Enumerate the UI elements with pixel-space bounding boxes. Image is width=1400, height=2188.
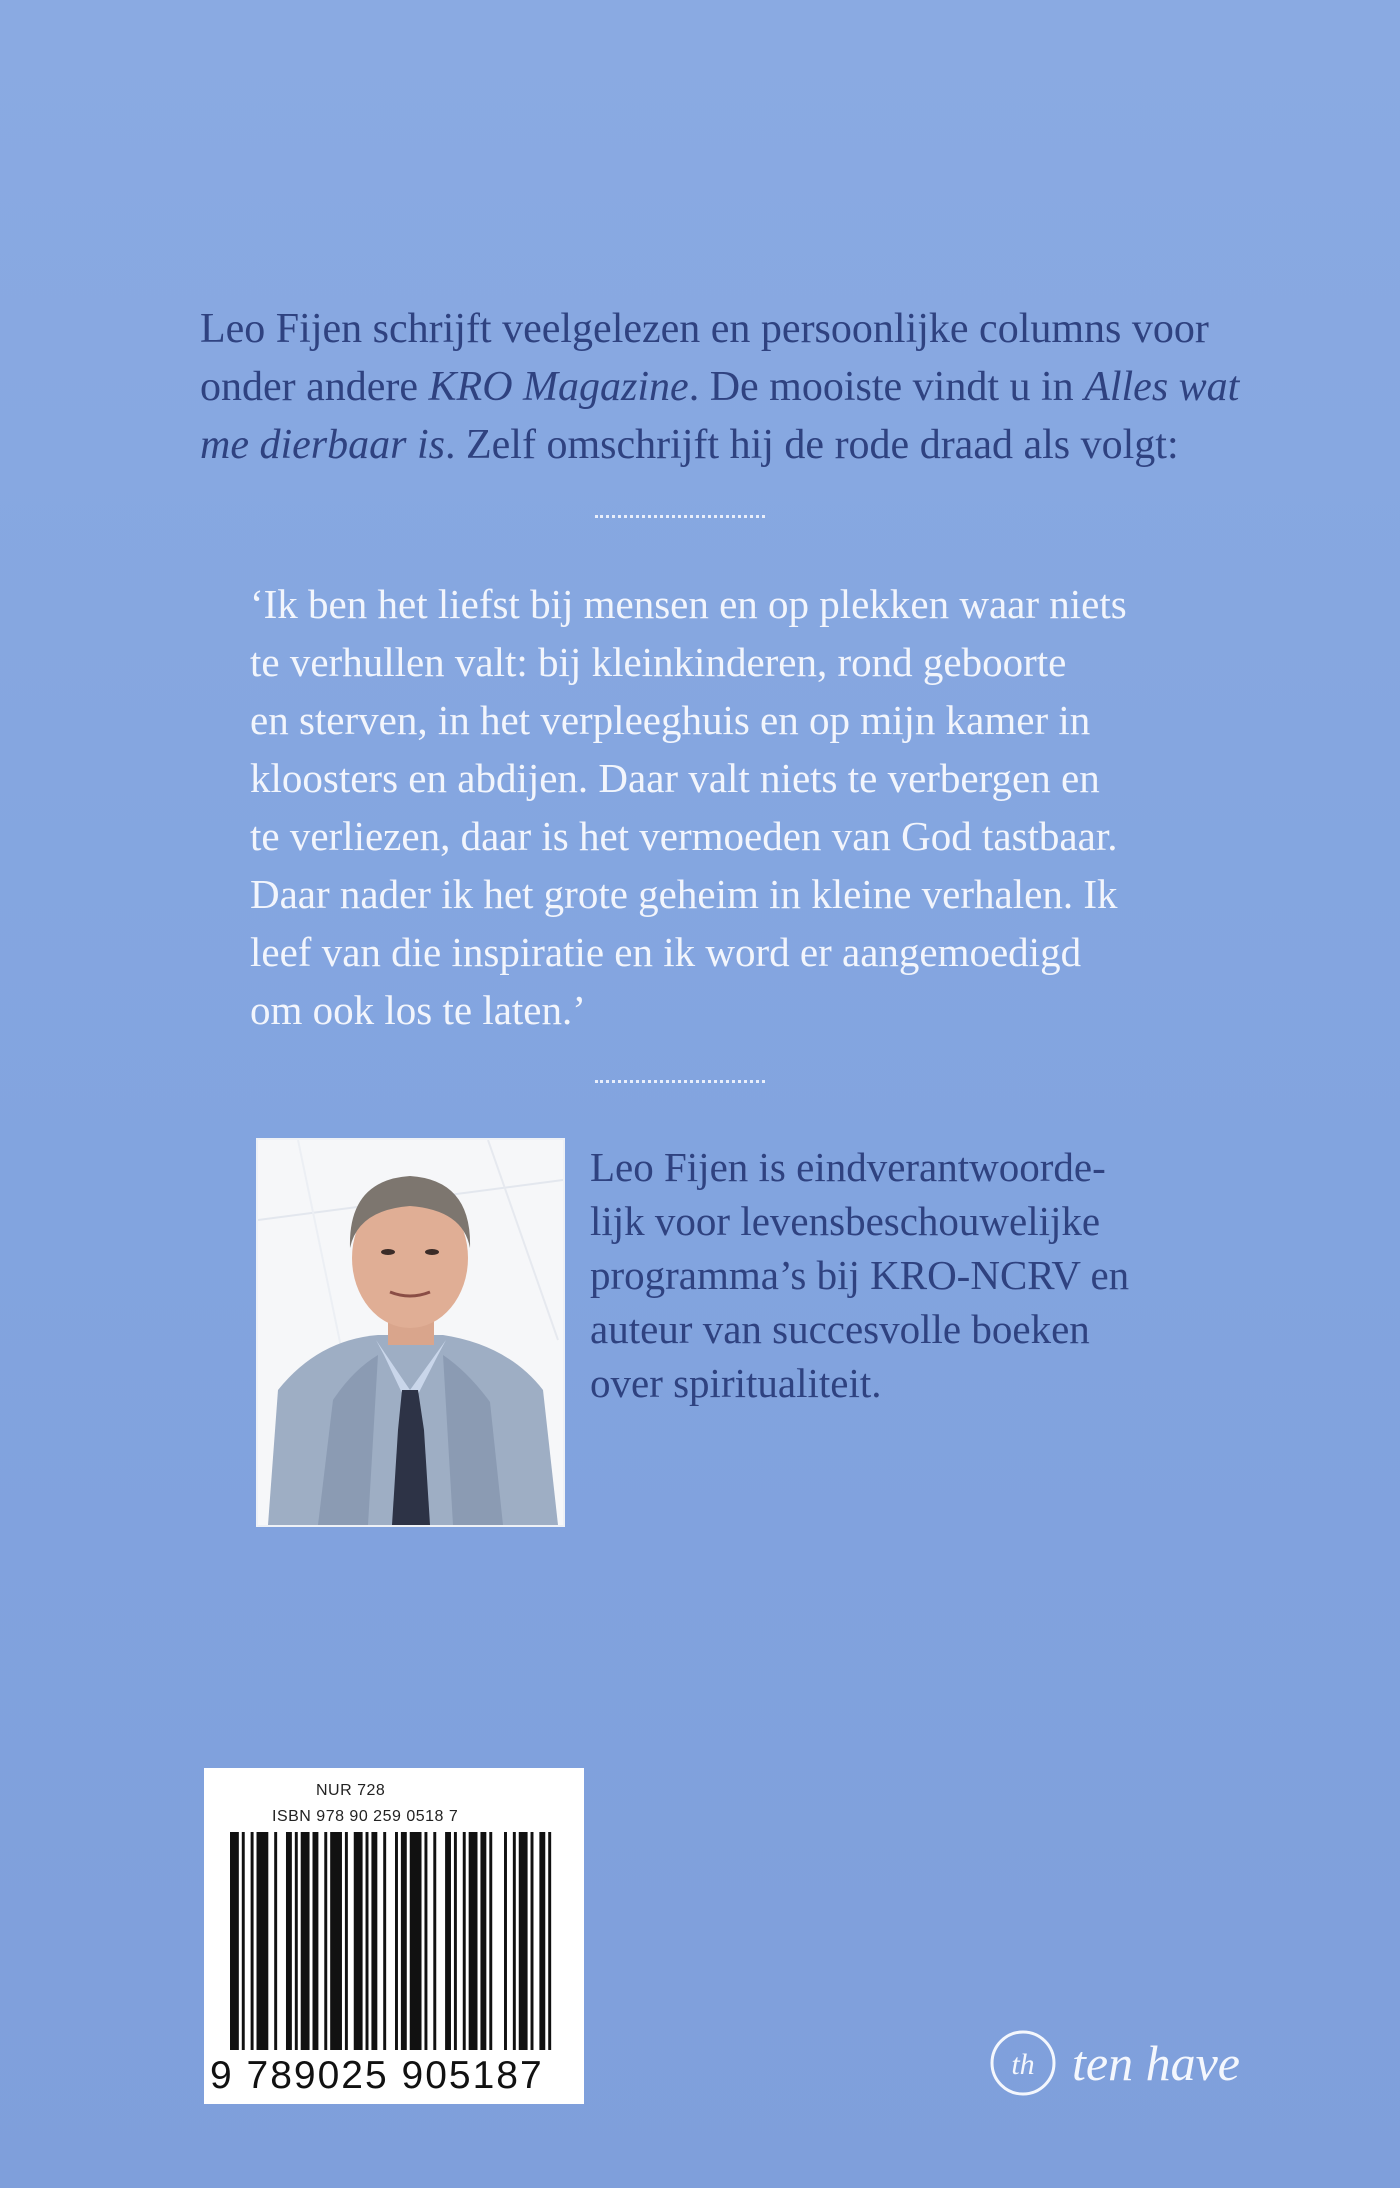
publisher-name: ten have	[1072, 2035, 1240, 2091]
intro-text-1: Leo Fijen schrijft veelgelezen en persoonlijke columns voor onder andere	[200, 306, 1209, 410]
intro-text-2: . De mooiste vindt u in	[688, 364, 1085, 410]
barcode-bar	[489, 1832, 492, 2050]
author-portrait-illustration	[258, 1140, 563, 1525]
barcode-bar	[463, 1832, 466, 2050]
barcode-bar	[230, 1832, 239, 2050]
barcode-bar	[371, 1832, 377, 2050]
barcode-bar	[504, 1832, 507, 2050]
barcode-bar	[324, 1832, 327, 2050]
barcode-bar	[354, 1832, 363, 2050]
barcode-bar	[345, 1832, 348, 2050]
barcode-bar	[295, 1832, 298, 2050]
barcode-label	[204, 1768, 584, 2104]
dotted-divider-top	[595, 515, 765, 518]
barcode-bar	[257, 1832, 269, 2050]
book-title: Alles wat me dierbaar is	[200, 364, 1240, 468]
isbn-number: ISBN 978 90 259 0518 7	[272, 1808, 459, 1825]
publisher-mark	[988, 2028, 1240, 2098]
author-bio: Leo Fijen is eindverantwoorde- lijk voor levensbeschouwelijke programma’s bij KRO-NCRV en auteur van succesvolle boeken over spiritualiteit.	[590, 1144, 1130, 1406]
barcode-bar	[454, 1832, 457, 2050]
barcode-bar	[519, 1832, 528, 2050]
barcode-bar	[251, 1832, 254, 2050]
barcode-bar	[531, 1832, 534, 2050]
barcode-bar	[301, 1832, 310, 2050]
barcode-bar	[330, 1832, 342, 2050]
publisher-logo-icon	[988, 2028, 1058, 2098]
intro-text-3: . Zelf omschrijft hij de rode draad als volgt:	[445, 422, 1179, 468]
barcode-bar	[401, 1832, 407, 2050]
barcode-bar	[242, 1832, 245, 2050]
barcode-bar	[383, 1832, 386, 2050]
barcode-bar	[539, 1832, 545, 2050]
barcode-bar	[469, 1832, 478, 2050]
barcode-bar	[410, 1832, 422, 2050]
publisher-logo-text: th	[1011, 2048, 1035, 2081]
ean-digits: 9 789025 905187	[210, 2054, 544, 2097]
author-quote: ‘Ik ben het liefst bij mensen en op plekken waar niets te verhullen valt: bij kleinkinderen, rond geboorte en sterven, in het verpleeghuis en op mijn kamer in kloosters en abdijen. Daar valt niets te verbergen en te verliezen, daar is het vermoeden van God tastbaar. Daar nader ik het grote geheim in kleine verhalen. Ik leef van die inspiratie en ik word er aangemoedigd om ook los te laten.’	[250, 581, 1127, 1033]
intro-paragraph	[200, 300, 1260, 474]
barcode-bar	[395, 1832, 398, 2050]
nur-code: NUR 728	[316, 1782, 386, 1799]
barcode-bar	[480, 1832, 486, 2050]
dotted-divider-bottom	[595, 1080, 765, 1083]
barcode-bar	[548, 1832, 551, 2050]
barcode-bars	[230, 1832, 560, 2050]
barcode-bar	[313, 1832, 319, 2050]
author-photo	[256, 1138, 565, 1527]
magazine-name: KRO Magazine	[428, 364, 689, 410]
barcode-bar	[366, 1832, 369, 2050]
barcode-bar	[286, 1832, 292, 2050]
barcode-bar	[433, 1832, 436, 2050]
barcode-bar	[424, 1832, 427, 2050]
barcode-bar	[513, 1832, 516, 2050]
barcode-bar	[445, 1832, 451, 2050]
barcode-bar	[274, 1832, 277, 2050]
